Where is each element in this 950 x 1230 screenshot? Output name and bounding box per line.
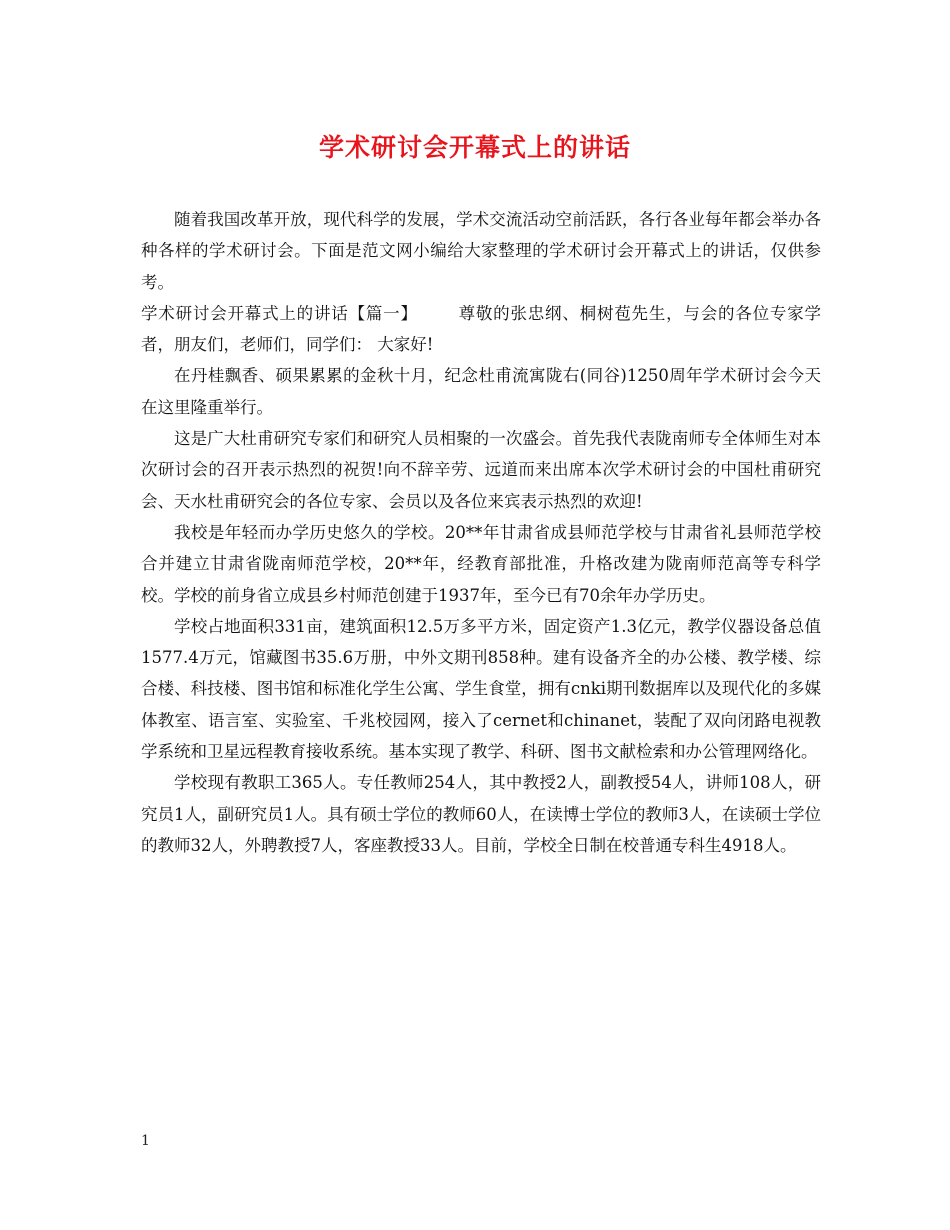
paragraph-facilities: 学校占地面积331亩，建筑面积12.5万多平方米，固定资产1.3亿元，教学仪器设备总值1577.4万元，馆藏图书35.6万册，中外文期刊858种。建有设备齐全的办公楼、教学楼、综合楼、科技楼、图书馆和标准化学生公寓、学生食堂，拥有cnki期刊数据库以及现代化的多媒体教室、语言室、实验室、千兆校园网，接入了cernet和chinanet，装配了双向闭路电视教学系统和卫星远程教育接收系统。基本实现了教学、科研、图书文献检索和办公管理网络化。 [141, 616, 821, 762]
section-heading: 学术研讨会开幕式上的讲话【篇一】 [141, 303, 418, 323]
paragraph-school-history: 我校是年轻而办学历史悠久的学校。20**年甘肃省成县师范学校与甘肃省礼县师范学校合并建立甘肃省陇南师范学校，20**年，经教育部批准，升格改建为陇南师范高等专科学校。学校的前身省立成县乡村师范创建于1937年，至今已有70余年办学历史。 [141, 522, 821, 605]
page-title: 学术研讨会开幕式上的讲话 [318, 133, 631, 162]
paragraph-staff: 学校现有教职工365人。专任教师254人，其中教授2人，副教授54人，讲师108人，研究员1人，副研究员1人。具有硕士学位的教师60人，在读博士学位的教师3人，在读硕士学位的教师32人，外聘教授7人，客座教授33人。目前，学校全日制在校普通专科生4918人。 [141, 773, 821, 855]
paragraph-welcome: 这是广大杜甫研究专家们和研究人员相聚的一次盛会。首先我代表陇南师专全体师生对本次研讨会的召开表示热烈的祝贺!向不辞辛劳、远道而来出席本次学术研讨会的中国杜甫研究会、天水杜甫研究会的各位专家、会员以及各位来宾表示热烈的欢迎! [141, 429, 821, 511]
paragraph-opening: 在丹桂飘香、硕果累累的金秋十月，纪念杜甫流寓陇右(同谷)1250周年学术研讨会今天在这里隆重举行。 [141, 366, 821, 417]
paragraph-section-heading-line [141, 298, 821, 361]
paragraph-intro: 随着我国改革开放，现代科学的发展，学术交流活动空前活跃，各行各业每年都会举办各种各样的学术研讨会。下面是范文网小编给大家整理的学术研讨会开幕式上的讲话，仅供参考。 [141, 210, 821, 292]
document-body [141, 204, 821, 861]
page-number: 1 [141, 1133, 150, 1149]
salutation: 尊敬的张忠纲、桐树苞先生，与会的各位专家学者，朋友们，老师们，同学们： 大家好! [141, 303, 822, 355]
